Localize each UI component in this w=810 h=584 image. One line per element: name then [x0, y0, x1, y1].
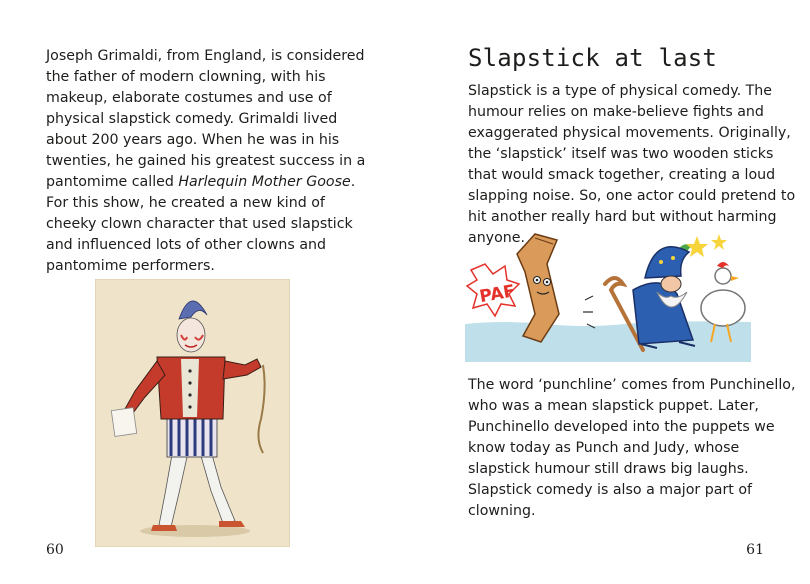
right-page: [405, 0, 810, 584]
pantomime-title: Harlequin Mother Goose: [178, 174, 351, 190]
paragraph-text-end: . For this show, he created a new kind of cheeky clown character that used slapstick and influenced lots of other clowns and pantomime performers.: [46, 174, 356, 274]
paragraph-text-start: Joseph Grimaldi, from England, is considered the father of modern clowning, with his makeup, elaborate costumes and use of physical slapstick comedy. Grimaldi lived about 200 years ago. When he was in his twenties, he gained his greatest success in a pantomime called: [46, 48, 366, 190]
punchline-paragraph: The word ‘punchline’ comes from Punchinello, who was a mean slapstick puppet. Later, Punchinello developed into the puppets we know today as Punch and Judy, whose slapstick humour still draws big laughs. Slapstick comedy is also a major part of clowning.: [468, 377, 796, 519]
grimaldi-paragraph: [46, 46, 376, 277]
page-number-left: 60: [46, 542, 64, 558]
slapstick-cartoon: [465, 230, 751, 362]
page-number-right: 61: [746, 542, 764, 558]
grimaldi-clown-illustration: [95, 279, 290, 547]
paf-sound-effect: PAF: [477, 281, 517, 308]
section-heading: Slapstick at last: [468, 44, 718, 72]
slapstick-paragraph: Slapstick is a type of physical comedy. The humour relies on make-believe fights and exaggerated physical movements. Originally, the ‘slapstick’ itself was two wooden sticks that would smack together, creating a loud slapping noise. So, one actor could pretend to hit another really hard but without harming anyone.: [468, 83, 796, 246]
